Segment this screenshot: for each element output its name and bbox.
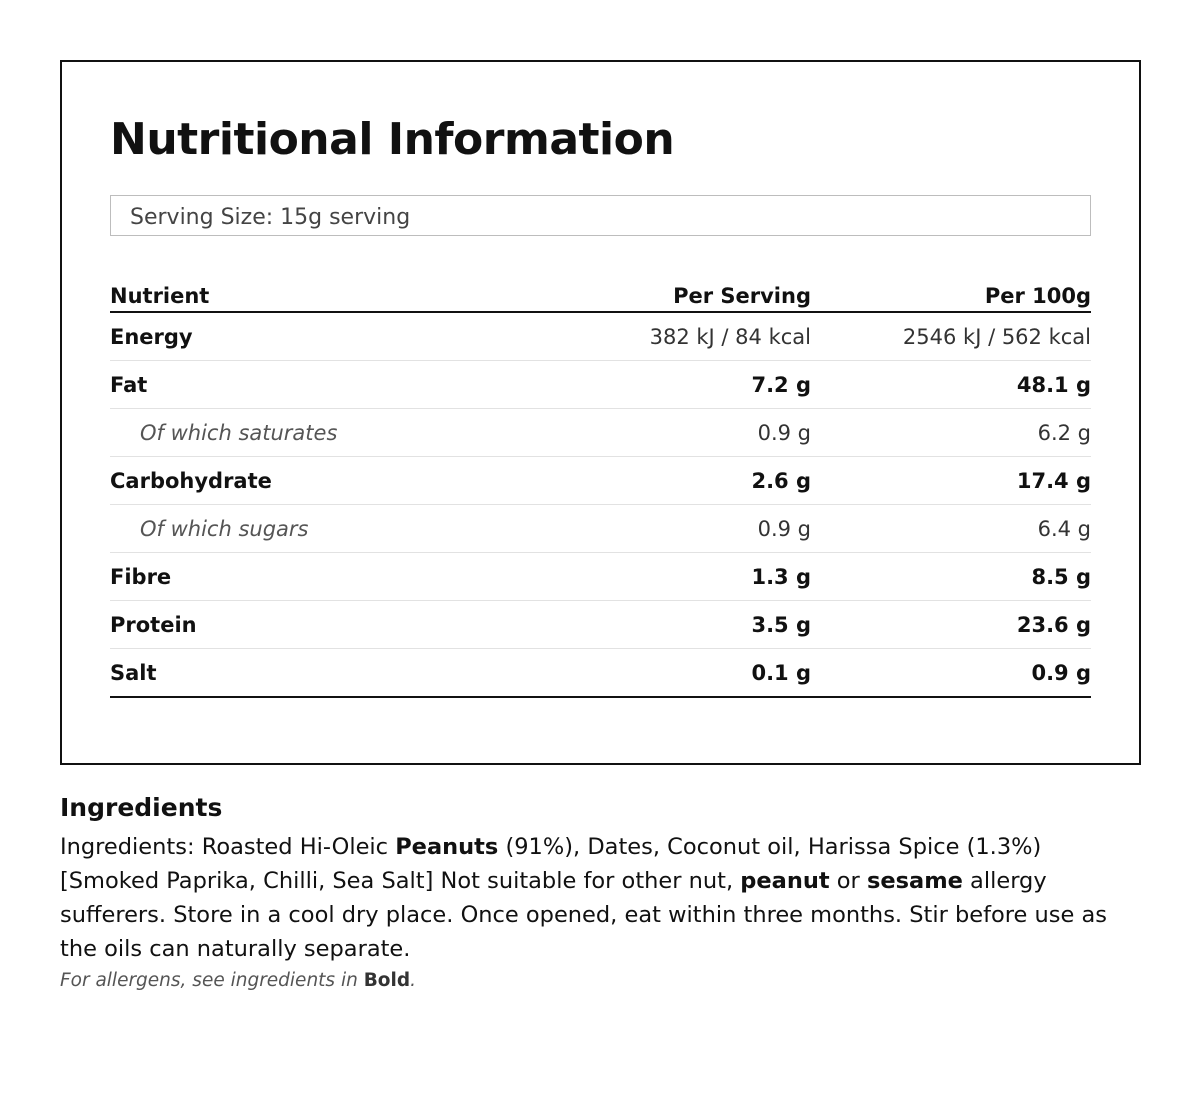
table-row-fibre xyxy=(110,553,1091,601)
table-row-saturates xyxy=(110,409,1091,457)
allergen-note xyxy=(60,970,1130,991)
per-serving-value: 7.2 g xyxy=(751,372,811,397)
per-100g-value: 23.6 g xyxy=(1016,612,1091,637)
table-row-protein xyxy=(110,601,1091,649)
nutrient-name: Fat xyxy=(110,372,148,397)
allergen-note-bold: Bold xyxy=(363,970,411,991)
per-serving-value: 2.6 g xyxy=(751,468,811,493)
allergen-peanuts: Peanuts xyxy=(395,834,499,860)
header-nutrient: Nutrient xyxy=(110,284,210,308)
nutrient-name: Fibre xyxy=(110,564,172,589)
serving-size-box xyxy=(110,195,1091,236)
table-row-fat xyxy=(110,361,1091,409)
per-100g-value: 8.5 g xyxy=(1031,564,1091,589)
per-100g-value: 17.4 g xyxy=(1016,468,1091,493)
ingredients-text-part: (91%), Dates, Coconut oil, Harissa Spice (1.3%) [Smoked Paprika, Chilli, Sea Salt] Not suitable for other nut, xyxy=(60,834,1042,894)
allergen-note-text: For allergens, see ingredients in xyxy=(60,970,364,991)
ingredients-section xyxy=(60,793,1130,991)
table-header-row xyxy=(110,262,1091,313)
table-row-salt xyxy=(110,649,1091,698)
per-100g-value: 0.9 g xyxy=(1031,660,1091,685)
header-per-serving: Per Serving xyxy=(673,284,811,308)
nutrient-name: Of which sugars xyxy=(140,516,309,541)
serving-size-text: Serving Size: 15g serving xyxy=(130,205,411,230)
nutrient-name: Protein xyxy=(110,612,197,637)
allergen-sesame: sesame xyxy=(866,868,963,894)
per-serving-value: 3.5 g xyxy=(751,612,811,637)
ingredients-text-part: allergy sufferers. Store in a cool dry place. Once opened, eat within three months. Stir before use as the oils can naturally separate. xyxy=(60,868,1108,962)
per-serving-value: 0.9 g xyxy=(757,420,811,445)
per-serving-value: 1.3 g xyxy=(751,564,811,589)
nutrition-panel xyxy=(60,60,1141,765)
per-serving-value: 382 kJ / 84 kcal xyxy=(649,324,811,349)
per-100g-value: 48.1 g xyxy=(1016,372,1091,397)
nutrient-name: Energy xyxy=(110,324,193,349)
ingredients-text-part: Ingredients: Roasted Hi-Oleic xyxy=(60,834,396,860)
nutrient-name: Carbohydrate xyxy=(110,468,272,493)
header-per-100g: Per 100g xyxy=(984,284,1091,308)
allergen-peanut: peanut xyxy=(740,868,830,894)
per-serving-value: 0.1 g xyxy=(751,660,811,685)
ingredients-text xyxy=(60,830,1130,966)
per-100g-value: 6.2 g xyxy=(1037,420,1091,445)
table-row-energy xyxy=(110,313,1091,361)
table-row-carbohydrate xyxy=(110,457,1091,505)
nutrition-table xyxy=(110,262,1091,698)
per-100g-value: 6.4 g xyxy=(1037,516,1091,541)
panel-title: Nutritional Information xyxy=(110,114,675,165)
nutrient-name: Salt xyxy=(110,660,157,685)
nutrient-name: Of which saturates xyxy=(140,420,338,445)
ingredients-text-part: or xyxy=(829,868,867,894)
table-row-sugars xyxy=(110,505,1091,553)
ingredients-heading: Ingredients xyxy=(60,793,223,822)
per-serving-value: 0.9 g xyxy=(757,516,811,541)
allergen-note-end: . xyxy=(410,970,416,991)
per-100g-value: 2546 kJ / 562 kcal xyxy=(902,324,1091,349)
